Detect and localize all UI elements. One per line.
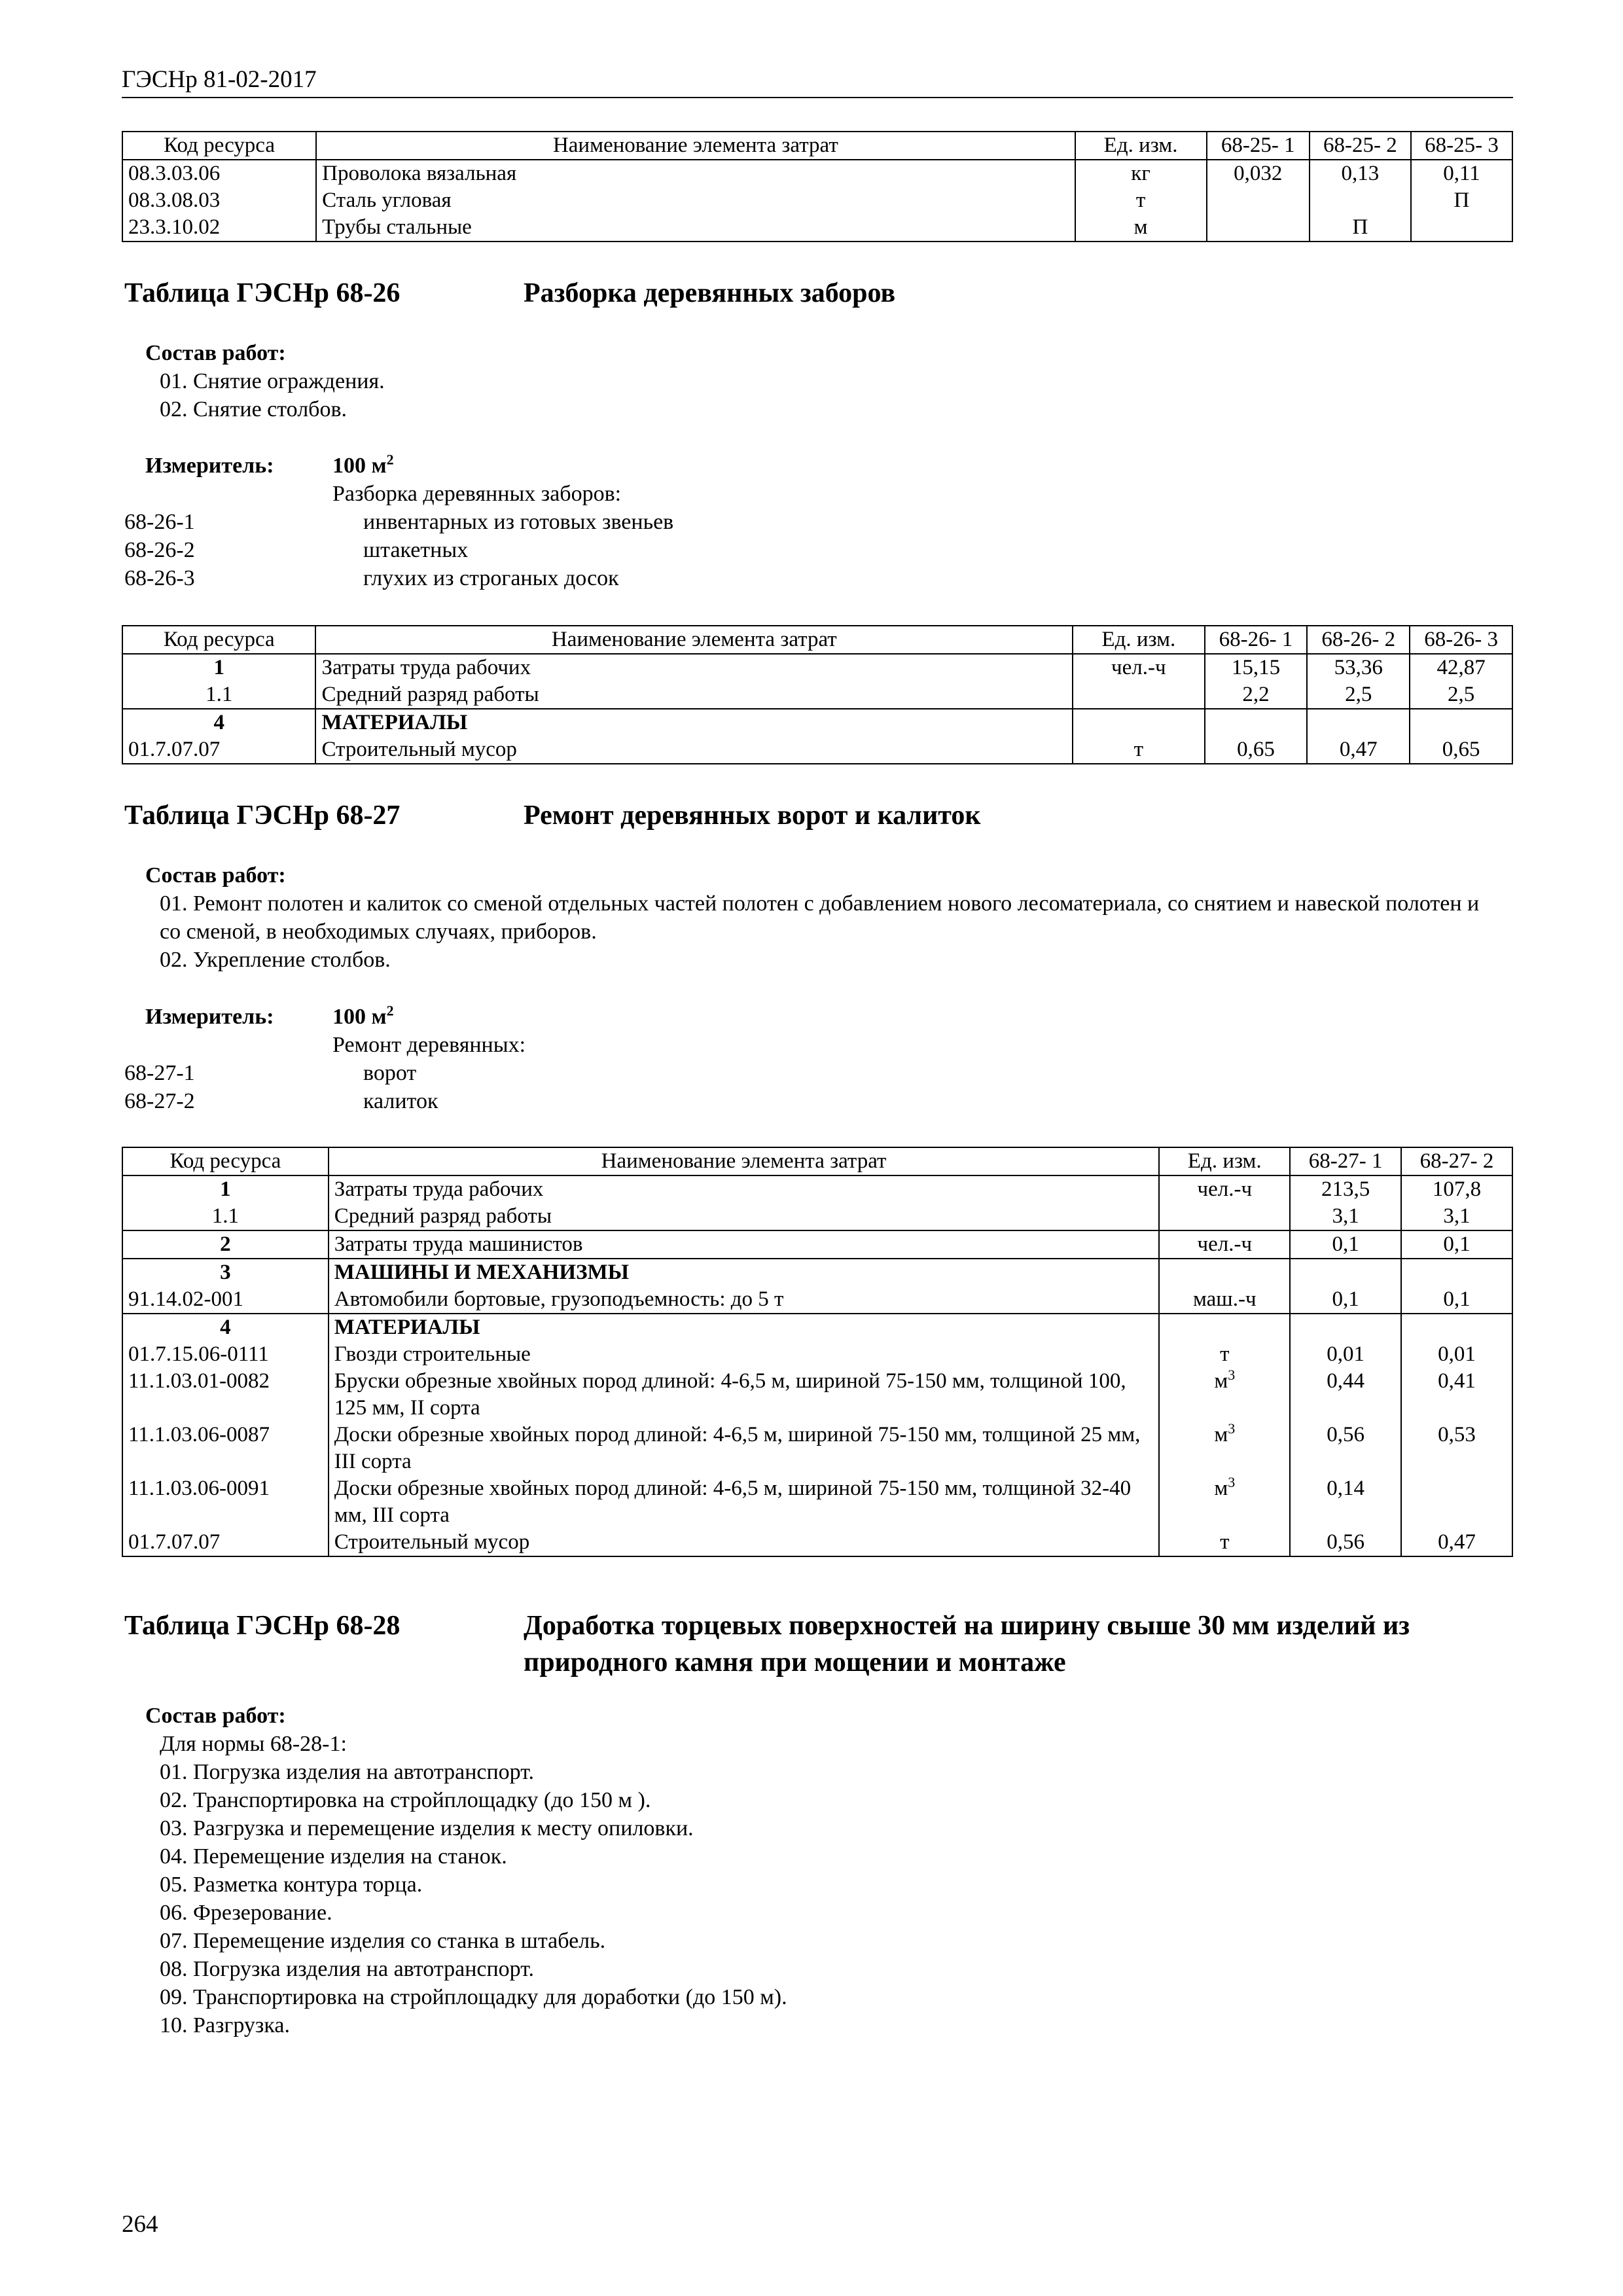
- measure-description: Ремонт деревянных:: [332, 1033, 526, 1057]
- cell-value: [1401, 1314, 1512, 1341]
- table-row: [122, 214, 1512, 242]
- cell-unit: чел.-ч: [1159, 1175, 1290, 1203]
- col-norm-header: 68-27- 1: [1290, 1147, 1401, 1175]
- cell-value: 0,1: [1401, 1230, 1512, 1259]
- table-row: [122, 1529, 1512, 1556]
- operation-item: 07. Перемещение изделия со станка в штабель.: [160, 1929, 606, 1953]
- cell-value: 107,8: [1401, 1175, 1512, 1203]
- table-row: [122, 1230, 1512, 1259]
- cell-name: Трубы стальные: [316, 214, 1075, 242]
- cell-value: [1410, 709, 1512, 736]
- cell-value: 2,2: [1205, 681, 1308, 709]
- cell-name: Проволока вязальная: [316, 160, 1075, 187]
- cell-value: 42,87: [1410, 654, 1512, 681]
- col-unit-header: Ед. изм.: [1073, 626, 1204, 654]
- cell-value: 0,11: [1411, 160, 1512, 187]
- cell-name: Доски обрезные хвойных пород длиной: 4-6,5 м, шириной 75-150 мм, толщиной 32-40 мм, III сорта: [329, 1475, 1160, 1529]
- variant-row: 68-26-1 инвентарных из готовых звеньев: [124, 510, 674, 534]
- operation-item: 01. Снятие ограждения.: [160, 369, 385, 393]
- col-name-header: Наименование элемента затрат: [329, 1147, 1160, 1175]
- cell-value: 0,13: [1310, 160, 1411, 187]
- composition-heading: Состав работ:: [145, 341, 286, 365]
- col-unit-header: Ед. изм.: [1159, 1147, 1290, 1175]
- table-row: [122, 1175, 1512, 1203]
- operation-item: 02. Снятие столбов.: [160, 397, 348, 422]
- operation-item: 08. Погрузка изделия на автотранспорт.: [160, 1957, 535, 1981]
- cell-name: Строительный мусор: [329, 1529, 1160, 1556]
- cell-code: 11.1.03.06-0087: [122, 1422, 329, 1475]
- table-label: Таблица ГЭСНр 68-27: [124, 800, 401, 831]
- table-section-row: [122, 1259, 1512, 1286]
- cell-code: 3: [122, 1259, 329, 1286]
- cell-unit: т: [1159, 1529, 1290, 1556]
- table-row: [122, 187, 1512, 214]
- cell-value: [1401, 1259, 1512, 1286]
- operation-item: 02. Транспортировка на стройплощадку (до 150 м ).: [160, 1788, 651, 1812]
- cell-code: 11.1.03.06-0091: [122, 1475, 329, 1529]
- cell-unit: т: [1073, 736, 1204, 764]
- col-norm-header: 68-25- 3: [1411, 132, 1512, 160]
- cell-value: 0,47: [1307, 736, 1410, 764]
- cell-code: 11.1.03.01-0082: [122, 1368, 329, 1422]
- table-title: Доработка торцевых поверхностей на ширину свыше 30 мм изделий из природного камня при мощении и монтаже: [524, 1611, 1410, 1677]
- cell-value: 0,65: [1205, 736, 1308, 764]
- operation-item: 06. Фрезерование.: [160, 1901, 332, 1925]
- cell-code: 08.3.08.03: [122, 187, 316, 214]
- cell-value: 0,65: [1410, 736, 1512, 764]
- table-68-27: [122, 1147, 1513, 1557]
- cell-name: Затраты труда рабочих: [329, 1175, 1160, 1203]
- cell-unit: $м^3$: [1159, 1422, 1290, 1475]
- cell-name: Средний разряд работы: [315, 681, 1073, 709]
- table-row: [122, 1475, 1512, 1529]
- cell-value: [1207, 187, 1310, 214]
- operation-item: 09. Транспортировка на стройплощадку для доработки (до 150 м).: [160, 1985, 787, 2009]
- cell-unit: [1073, 681, 1204, 709]
- table-section-row: [122, 709, 1512, 736]
- cell-value: 0,01: [1290, 1341, 1401, 1368]
- cell-unit: чел.-ч: [1073, 654, 1204, 681]
- cell-name: Затраты труда машинистов: [329, 1230, 1160, 1259]
- cell-name: Строительный мусор: [315, 736, 1073, 764]
- cell-code: 4: [122, 709, 315, 736]
- cell-unit: $м^3$: [1159, 1475, 1290, 1529]
- col-norm-header: 68-26- 2: [1307, 626, 1410, 654]
- col-name-header: Наименование элемента затрат: [316, 132, 1075, 160]
- cell-value: [1205, 709, 1308, 736]
- cell-name: МАТЕРИАЛЫ: [329, 1314, 1160, 1341]
- table-row: [122, 1341, 1512, 1368]
- cell-value: 0,47: [1401, 1529, 1512, 1556]
- cell-value: 2,5: [1410, 681, 1512, 709]
- composition-heading: Состав работ:: [145, 863, 286, 888]
- cell-value: 0,01: [1401, 1341, 1512, 1368]
- table-title: Ремонт деревянных ворот и калиток: [524, 800, 981, 831]
- cell-value: 0,56: [1290, 1529, 1401, 1556]
- table-row: [122, 1203, 1512, 1230]
- cell-code: 01.7.15.06-0111: [122, 1341, 329, 1368]
- cell-value: 3,1: [1401, 1203, 1512, 1230]
- cell-unit: маш.-ч: [1159, 1286, 1290, 1314]
- measure-label: Измеритель:: [145, 1005, 274, 1029]
- table-header-row: [122, 132, 1512, 160]
- cell-code: 1: [122, 1175, 329, 1203]
- cell-unit: $м^3$: [1159, 1368, 1290, 1422]
- col-code-header: Код ресурса: [122, 1147, 329, 1175]
- cell-value: [1310, 187, 1411, 214]
- col-norm-header: 68-26- 3: [1410, 626, 1512, 654]
- cell-value: 3,1: [1290, 1203, 1401, 1230]
- col-norm-header: 68-27- 2: [1401, 1147, 1512, 1175]
- cell-code: 23.3.10.02: [122, 214, 316, 242]
- cell-value: 0,032: [1207, 160, 1310, 187]
- table-label: Таблица ГЭСНр 68-26: [124, 278, 401, 308]
- cell-name: Автомобили бортовые, грузоподъемность: до 5 т: [329, 1286, 1160, 1314]
- cell-code: 08.3.03.06: [122, 160, 316, 187]
- col-norm-header: 68-25- 2: [1310, 132, 1411, 160]
- cell-unit: т: [1159, 1341, 1290, 1368]
- cell-value: П: [1310, 214, 1411, 242]
- cell-value: [1290, 1314, 1401, 1341]
- operation-item: 02. Укрепление столбов.: [160, 948, 391, 972]
- table-row: [122, 1422, 1512, 1475]
- col-norm-header: 68-25- 1: [1207, 132, 1310, 160]
- cell-value: 0,56: [1290, 1422, 1401, 1475]
- cell-value: 0,1: [1401, 1286, 1512, 1314]
- cell-unit: т: [1075, 187, 1207, 214]
- table-header-row: [122, 1147, 1512, 1175]
- cell-unit: [1159, 1203, 1290, 1230]
- cell-value: 0,1: [1290, 1230, 1401, 1259]
- table-row: [122, 654, 1512, 681]
- cell-value: [1207, 214, 1310, 242]
- cell-code: 1.1: [122, 681, 315, 709]
- cell-value: 53,36: [1307, 654, 1410, 681]
- col-name-header: Наименование элемента затрат: [315, 626, 1073, 654]
- operation-item: 10. Разгрузка.: [160, 2013, 290, 2037]
- table-68-26: [122, 625, 1513, 764]
- cell-code: 91.14.02-001: [122, 1286, 329, 1314]
- cell-name: Средний разряд работы: [329, 1203, 1160, 1230]
- table-title: Разборка деревянных заборов: [524, 278, 896, 308]
- cell-value: [1411, 214, 1512, 242]
- variant-row: 68-27-1 ворот: [124, 1061, 417, 1085]
- cell-code: 4: [122, 1314, 329, 1341]
- measure-label: Измеритель:: [145, 454, 274, 478]
- work-composition-68-26: [145, 339, 385, 423]
- cell-code: 2: [122, 1230, 329, 1259]
- table-row: [122, 1286, 1512, 1314]
- cell-name: МАШИНЫ И МЕХАНИЗМЫ: [329, 1259, 1160, 1286]
- cell-name: Бруски обрезные хвойных пород длиной: 4-6,5 м, шириной 75-150 мм, толщиной 100, 125 мм, II сорта: [329, 1368, 1160, 1422]
- cell-name: Доски обрезные хвойных пород длиной: 4-6,5 м, шириной 75-150 мм, толщиной 25 мм, III сорта: [329, 1422, 1160, 1475]
- cell-value: 0,1: [1290, 1286, 1401, 1314]
- operation-item: 05. Разметка контура торца.: [160, 1873, 423, 1897]
- table-row: [122, 681, 1512, 709]
- work-composition-68-28: [145, 1702, 787, 2039]
- cell-value: 15,15: [1205, 654, 1308, 681]
- operation-item: 03. Разгрузка и перемещение изделия к месту опиловки.: [160, 1816, 694, 1840]
- cell-code: 01.7.07.07: [122, 736, 315, 764]
- variant-row: 68-26-3 глухих из строганых досок: [124, 566, 619, 590]
- table-row: [122, 160, 1512, 187]
- cell-name: МАТЕРИАЛЫ: [315, 709, 1073, 736]
- variant-row: 68-26-2 штакетных: [124, 538, 469, 562]
- measure-description: Разборка деревянных заборов:: [332, 482, 622, 506]
- table-label: Таблица ГЭСНр 68-28: [124, 1611, 401, 1641]
- work-composition-68-27: [145, 861, 1501, 974]
- cell-unit: [1073, 709, 1204, 736]
- cell-value: [1307, 709, 1410, 736]
- document-header: ГЭСНр 81-02-2017: [122, 65, 1513, 98]
- table-row: [122, 736, 1512, 764]
- cell-code: 01.7.07.07: [122, 1529, 329, 1556]
- table-row: [122, 1368, 1512, 1422]
- composition-heading: Состав работ:: [145, 1704, 286, 1728]
- cell-value: [1290, 1259, 1401, 1286]
- cell-value: П: [1411, 187, 1512, 214]
- col-code-header: Код ресурса: [122, 626, 315, 654]
- cell-unit: м: [1075, 214, 1207, 242]
- cell-code: 1.1: [122, 1203, 329, 1230]
- cell-code: 1: [122, 654, 315, 681]
- norm-note: Для нормы 68-28-1:: [160, 1732, 347, 1756]
- cell-unit: [1159, 1314, 1290, 1341]
- cell-value: [1401, 1475, 1512, 1529]
- col-norm-header: 68-26- 1: [1205, 626, 1308, 654]
- cell-value: 0,41: [1401, 1368, 1512, 1422]
- measure-unit: 100 $м^2$: [332, 1002, 394, 1029]
- variant-row: 68-27-2 калиток: [124, 1089, 438, 1113]
- cell-name: Сталь угловая: [316, 187, 1075, 214]
- measure-block-68-27: [124, 1003, 1499, 1115]
- page-number: 264: [122, 2211, 158, 2238]
- operation-item: 01. Ремонт полотен и калиток со сменой отдельных частей полотен с добавлением нового лесоматериала, со снятием и навеской полотен и со сменой, в необходимых случаях, приборов.: [160, 891, 1480, 944]
- cell-value: 2,5: [1307, 681, 1410, 709]
- cell-unit: кг: [1075, 160, 1207, 187]
- cell-value: 0,53: [1401, 1422, 1512, 1475]
- cell-name: Гвозди строительные: [329, 1341, 1160, 1368]
- col-unit-header: Ед. изм.: [1075, 132, 1207, 160]
- table-68-25: [122, 131, 1513, 242]
- col-code-header: Код ресурса: [122, 132, 316, 160]
- table-header-row: [122, 626, 1512, 654]
- operation-item: 04. Перемещение изделия на станок.: [160, 1844, 507, 1869]
- cell-unit: чел.-ч: [1159, 1230, 1290, 1259]
- operation-item: 01. Погрузка изделия на автотранспорт.: [160, 1760, 535, 1784]
- cell-name: Затраты труда рабочих: [315, 654, 1073, 681]
- cell-value: 213,5: [1290, 1175, 1401, 1203]
- cell-value: 0,14: [1290, 1475, 1401, 1529]
- cell-value: 0,44: [1290, 1368, 1401, 1422]
- table-section-row: [122, 1314, 1512, 1341]
- cell-unit: [1159, 1259, 1290, 1286]
- measure-block-68-26: [124, 452, 1499, 592]
- measure-unit: 100 $м^2$: [332, 451, 394, 478]
